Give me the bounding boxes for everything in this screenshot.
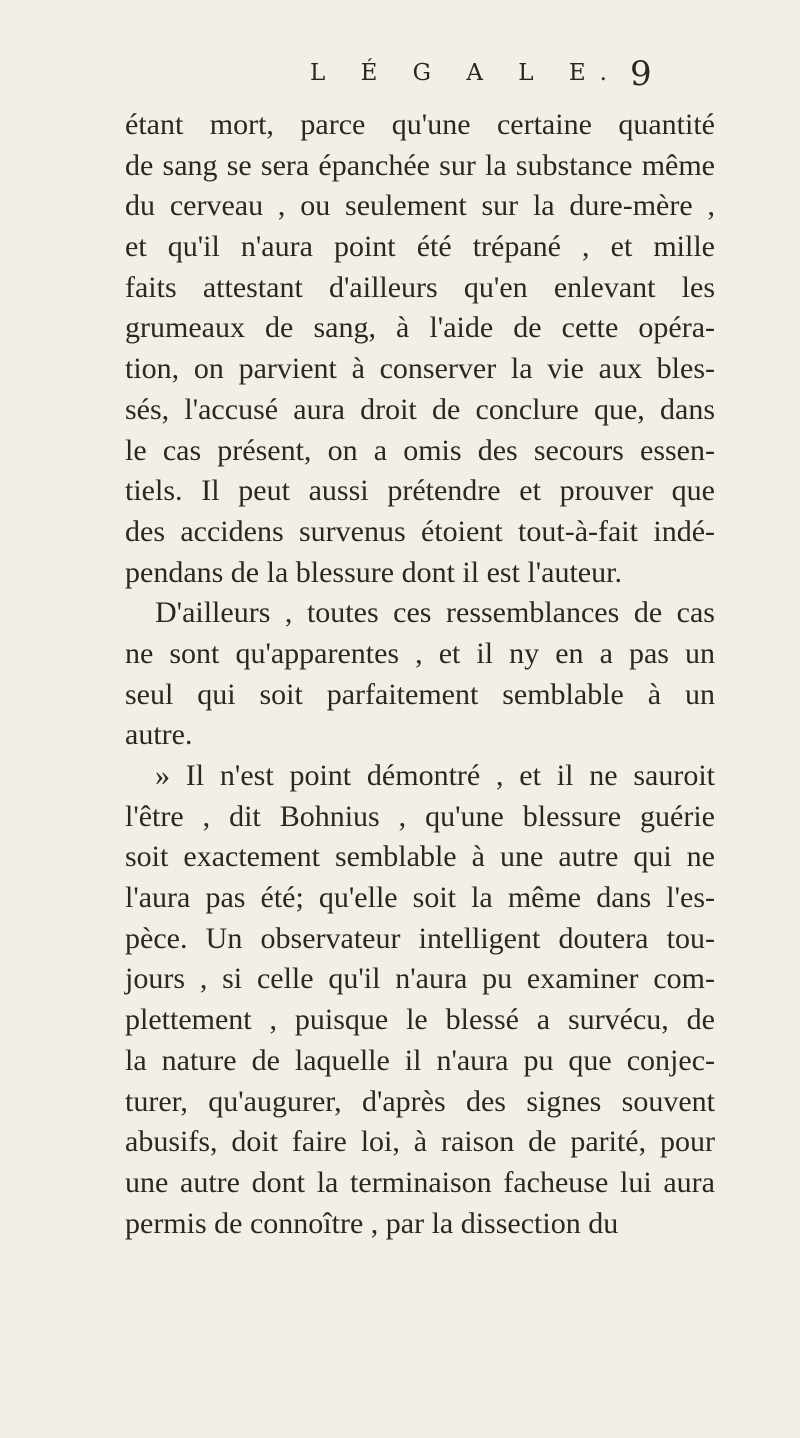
- text-line: étant mort, parce qu'une certaine quantité: [125, 108, 715, 141]
- text-line: et qu'il n'aura point été trépané , et mille: [125, 230, 715, 264]
- text-line: l'aura pas été; qu'elle soit la même dans l'es-: [125, 881, 715, 915]
- text-line: ne sont qu'apparentes , et il ny en a pas un: [125, 636, 715, 670]
- text-line: le cas présent, on a omis des secours essen-: [125, 433, 715, 467]
- body-text: [125, 105, 715, 1244]
- text-line: tion, on parvient à conserver la vie aux bles-: [125, 352, 715, 386]
- text-line: D'ailleurs , toutes ces ressemblances de cas: [155, 596, 715, 630]
- text-line: des accidens survenus étoient tout-à-fait indé-: [125, 514, 715, 548]
- text-line: tiels. Il peut aussi prétendre et prouver que: [125, 474, 715, 508]
- text-line: abusifs, doit faire loi, à raison de parité, pour: [125, 1125, 715, 1159]
- text-line: faits attestant d'ailleurs qu'en enlevant les: [125, 270, 715, 304]
- text-line: pèce. Un observateur intelligent doutera tou-: [125, 921, 715, 955]
- running-head-title: L É G A L E.: [310, 60, 621, 86]
- text-line: de sang se sera épanchée sur la substance même: [125, 148, 715, 182]
- text-line: permis de connoître , par la dissection du: [125, 1206, 619, 1240]
- text-line: seul qui soit parfaitement semblable à un: [125, 677, 715, 711]
- text-line: turer, qu'augurer, d'après des signes souvent: [125, 1084, 715, 1118]
- text-line: pendans de la blessure dont il est l'auteur.: [125, 555, 622, 589]
- text-line: autre.: [125, 718, 193, 752]
- text-line: jours , si celle qu'il n'aura pu examiner com-: [125, 962, 715, 996]
- running-head: [100, 50, 700, 100]
- text-line: sés, l'accusé aura droit de conclure que, dans: [125, 392, 715, 426]
- text-line: » Il n'est point démontré , et il ne sauroit: [155, 759, 715, 792]
- text-line: une autre dont la terminaison facheuse lui aura: [125, 1165, 715, 1199]
- text-line: plettement , puisque le blessé a survécu, de: [125, 1003, 715, 1037]
- page-number: 9: [630, 54, 652, 94]
- text-line: soit exactement semblable à une autre qui ne: [125, 840, 715, 874]
- text-line: l'être , dit Bohnius , qu'une blessure guérie: [125, 799, 715, 833]
- text-line: du cerveau , ou seulement sur la dure-mère ,: [125, 189, 715, 223]
- text-line: la nature de laquelle il n'aura pu que conjec-: [125, 1043, 715, 1077]
- text-line: grumeaux de sang, à l'aide de cette opéra-: [125, 311, 715, 345]
